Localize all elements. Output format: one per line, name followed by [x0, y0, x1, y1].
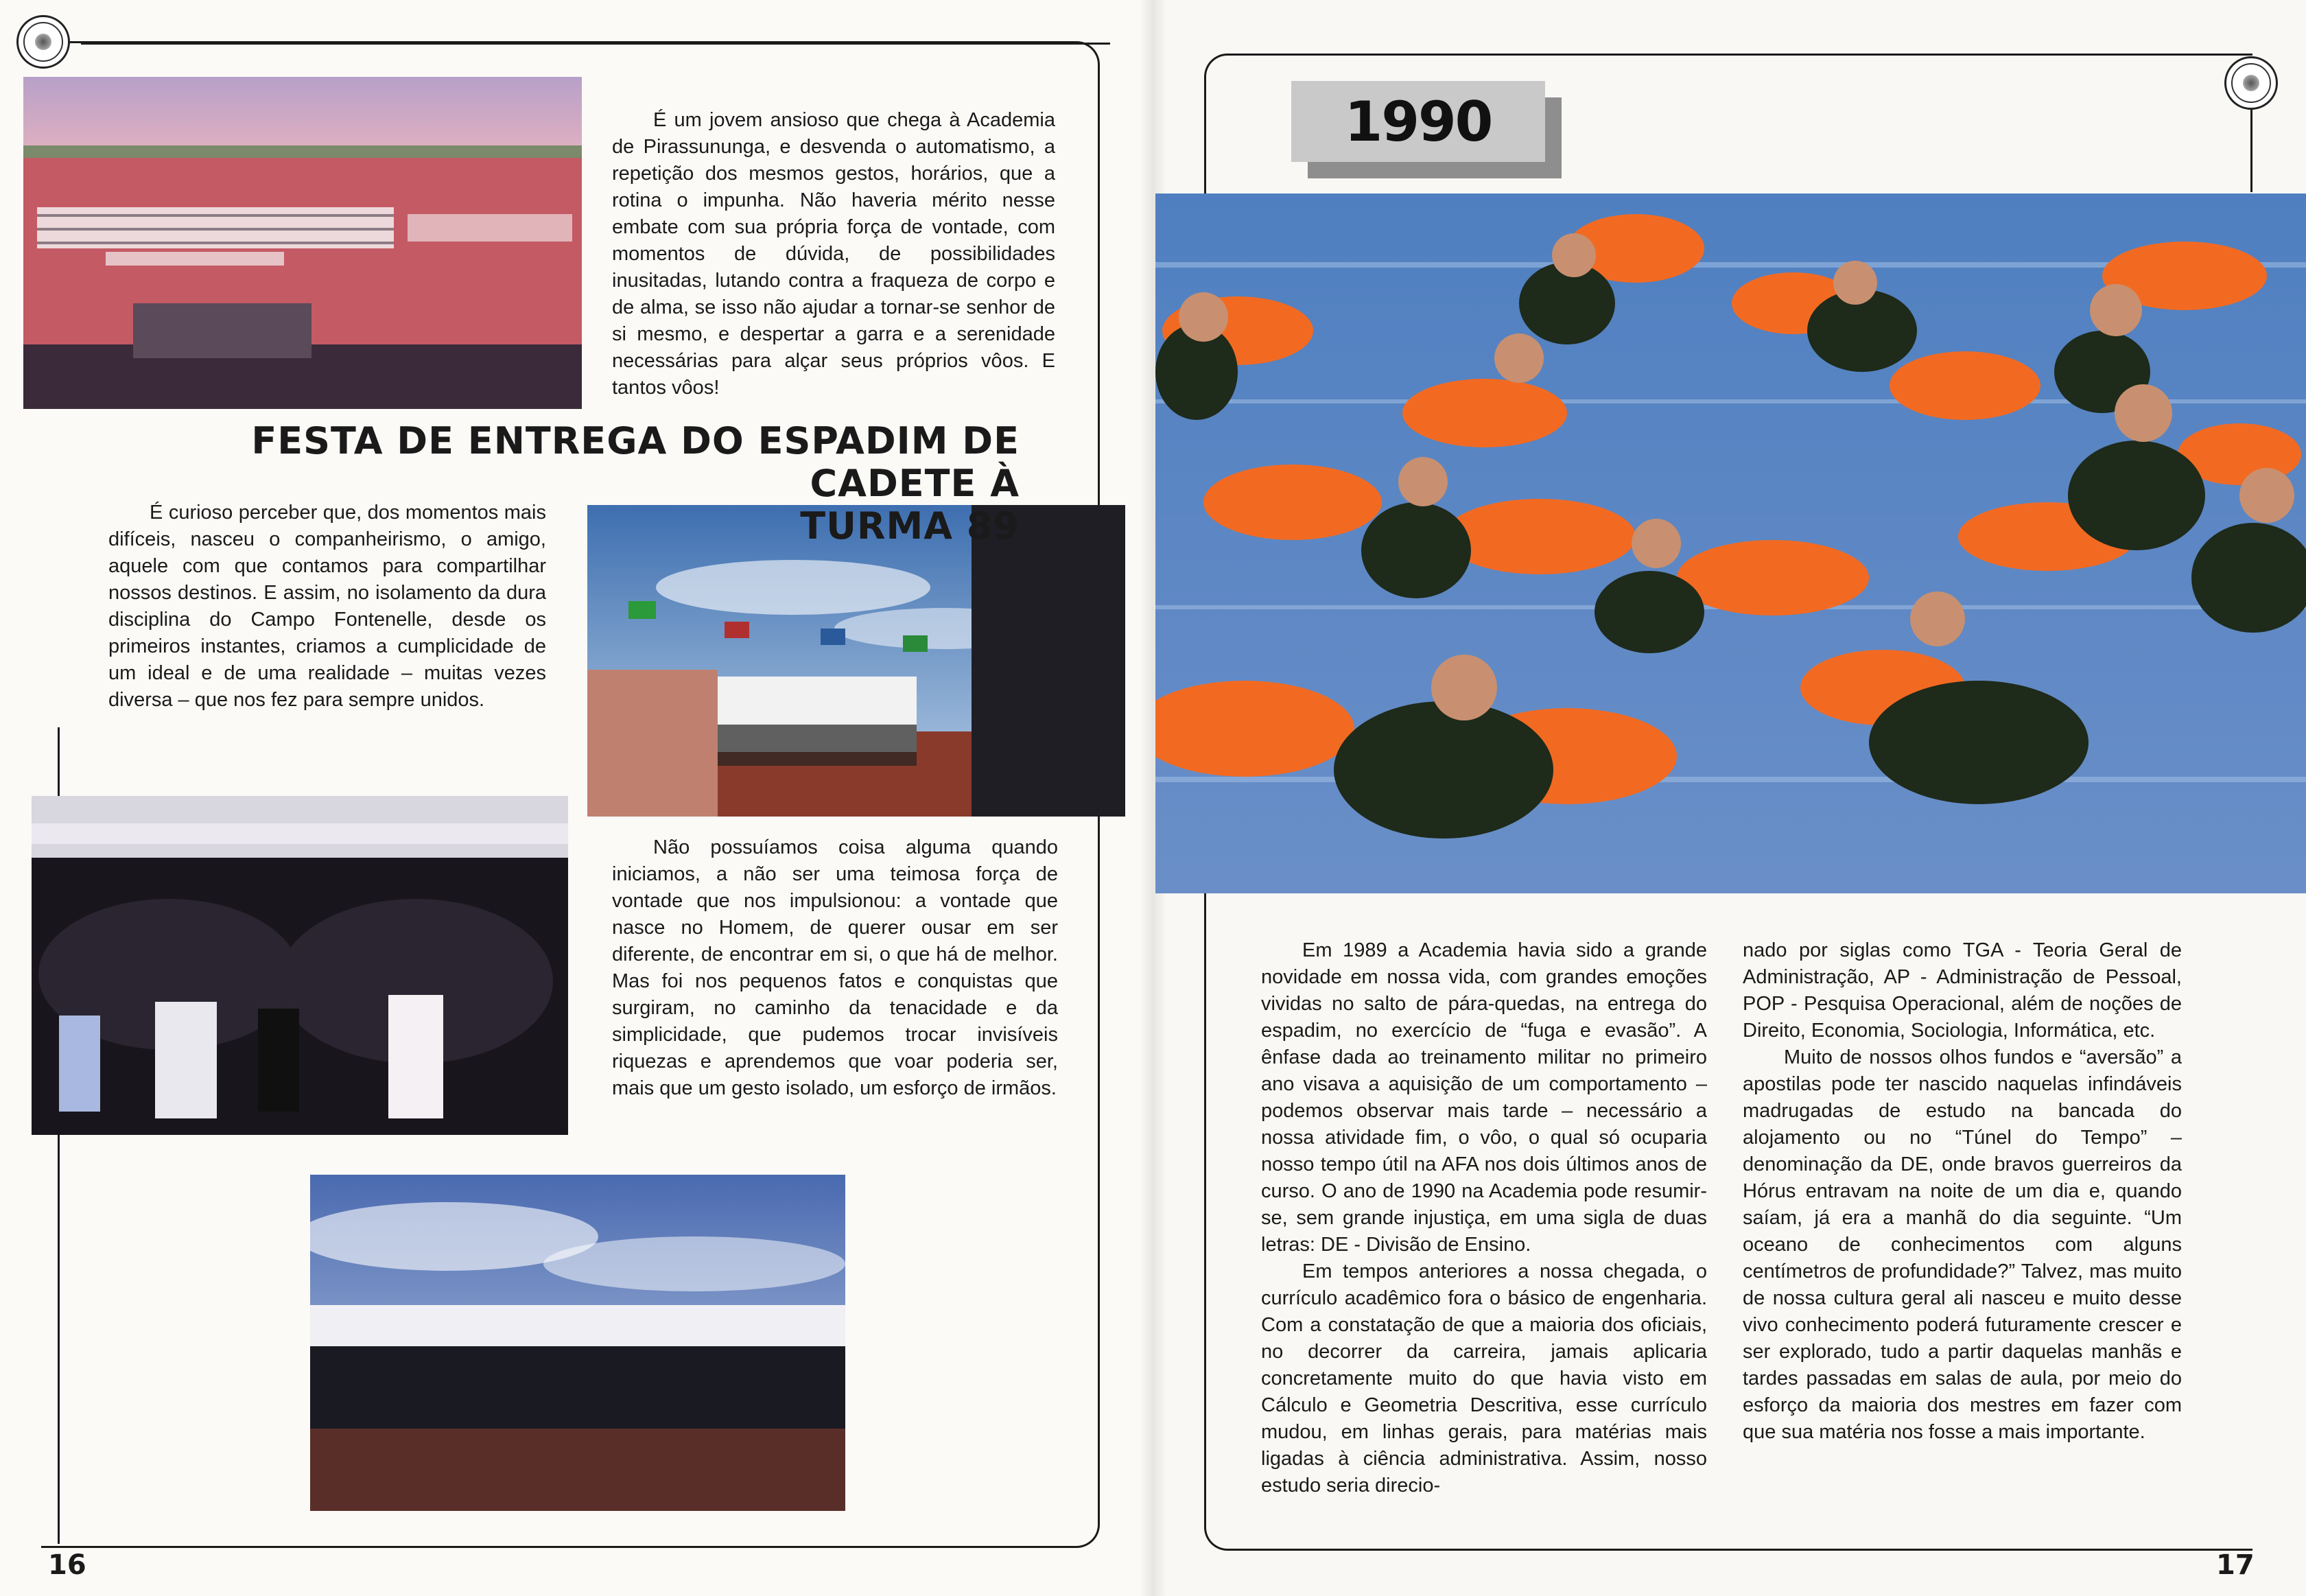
espadim-ceremony-photo: [587, 505, 1125, 817]
col1-paragraph-1: Em 1989 a Academia havia sido a grande novidade em nossa vida, com grandes emoções vividas no salto de pára-quedas, na entrega do espadim, no exercício de “fuga e evasão”. A ênfase dada ao treinamento militar no primeiro ano visava a aquisição de um comportamento – podemos observar mais tarde – necessário a nossa atividade fim, o vôo, o qual só ocuparia nosso tempo útil na AFA nos dois últimos anos de curso. O ano de 1990 na Academia pode resumir-se, sem grande injustiça, em uma sigla de duas letras: DE - Divisão de Ensino.: [1261, 939, 1707, 1256]
intro-paragraph: É um jovem ansioso que chega à Academia de Pirassununga, e desvenda o automatismo, a repetição dos mesmos gestos, horários, que a rotina o impunha. Não haveria mérito nesse embate com sua própria força de vontade, com momentos de dúvida, de possibilidades inusitadas, lutando contra a fraqueza de corpo e de alma, se isso não ajudar a tornar-se senhor de si mesmo, e despertar a garra e a serenidade necessárias para alçar seus próprios vôos. E tantos vôos!: [612, 109, 1055, 399]
page-number-right: 17: [2216, 1549, 2255, 1581]
headline-line-1: FESTA DE ENTREGA DO ESPADIM DE CADETE À: [251, 419, 1020, 505]
paragraph-2-block: [108, 500, 546, 714]
paragraph-3-block: [612, 834, 1058, 1102]
parade-aerial-photo: [23, 77, 582, 409]
intro-paragraph-block: [612, 107, 1055, 401]
col1-paragraph-2: Em tempos anteriores a nossa chegada, o currículo acadêmico fora o básico de engenharia. Com a constatação de que a maioria dos oficiais, no decorrer da carreira, jamais aplicaria concretamente muito do que havia visto em Cálculo e Geometria Descritiva, esse currículo mudou, em linhas gerais, para matérias mais ligadas à ciência administrativa. Assim, nosso estudo seria direcio-: [1261, 1260, 1707, 1497]
page-number-left: 16: [48, 1549, 86, 1581]
water-survival-photo: [1155, 193, 2306, 893]
col2-paragraph-2: Muito de nossos olhos fundos e “aversão” a apostilas pode ter nascido naquelas infindáveis madrugadas de estudo na bancada do alojamento ou no “Túnel do Tempo” – denominação da DE, onde bravos guerreiros da Hórus entravam na noite de um dia e, quando saíam, já era a manhã do dia seguinte. “Um oceano de conhecimentos com alguns centímetros de profundidade?” Talvez, mas muito de nossa cultura geral ali nasceu e muito desse vivo conhecimento poderá futuramente crescer e ser explorado, tudo a partir daquelas manhãs e tardes passadas em salas de aula, por meio do esforço da maioria dos mestres em fazer com que sua matéria nos fosse a mais importante.: [1743, 1046, 2182, 1443]
right-column-2: [1743, 937, 2182, 1446]
cadet-march-photo: [310, 1175, 845, 1511]
left-top-rule: [81, 43, 1110, 45]
dance-hall-photo: [32, 796, 568, 1135]
paragraph-2: É curioso perceber que, dos momentos mais difíceis, nasceu o companheirismo, o amigo, aquele com que contamos para compartilhar nossos destinos. E assim, no isolamento da dura disciplina do Campo Fontenelle, desde os primeiros instantes, criamos a cumplicidade de um ideal e de uma realidade – muitas vezes diversa – que nos fez para sempre unidos.: [108, 502, 546, 711]
headline-line-2: TURMA 89: [800, 504, 1020, 548]
year-heading: 1990: [1344, 89, 1492, 154]
academy-seal-left: [16, 15, 70, 69]
right-column-1: [1261, 937, 1707, 1499]
paragraph-3: Não possuíamos coisa alguma quando iniciamos, a não ser uma teimosa força de vontade que nos impulsionou: a vontade que nasce no Homem, de querer ousar em ser diferente, de encontrar em si, o que há de melhor. Mas foi nos pequenos fatos e conquistas que surgiram, no caminho da tenacidade e da simplicidade, que pudemos trocar invisíveis riquezas e aprendemos que voar poderia ser, mais que um gesto isolado, um esforço de irmãos.: [612, 836, 1058, 1099]
col2-paragraph-1: nado por siglas como TGA - Teoria Geral de Administração, AP - Administração de Pessoal, POP - Pesquisa Operacional, além de noções de Direito, Economia, Sociologia, Informática, etc.: [1743, 939, 2182, 1042]
academy-seal-right: [2224, 56, 2278, 110]
